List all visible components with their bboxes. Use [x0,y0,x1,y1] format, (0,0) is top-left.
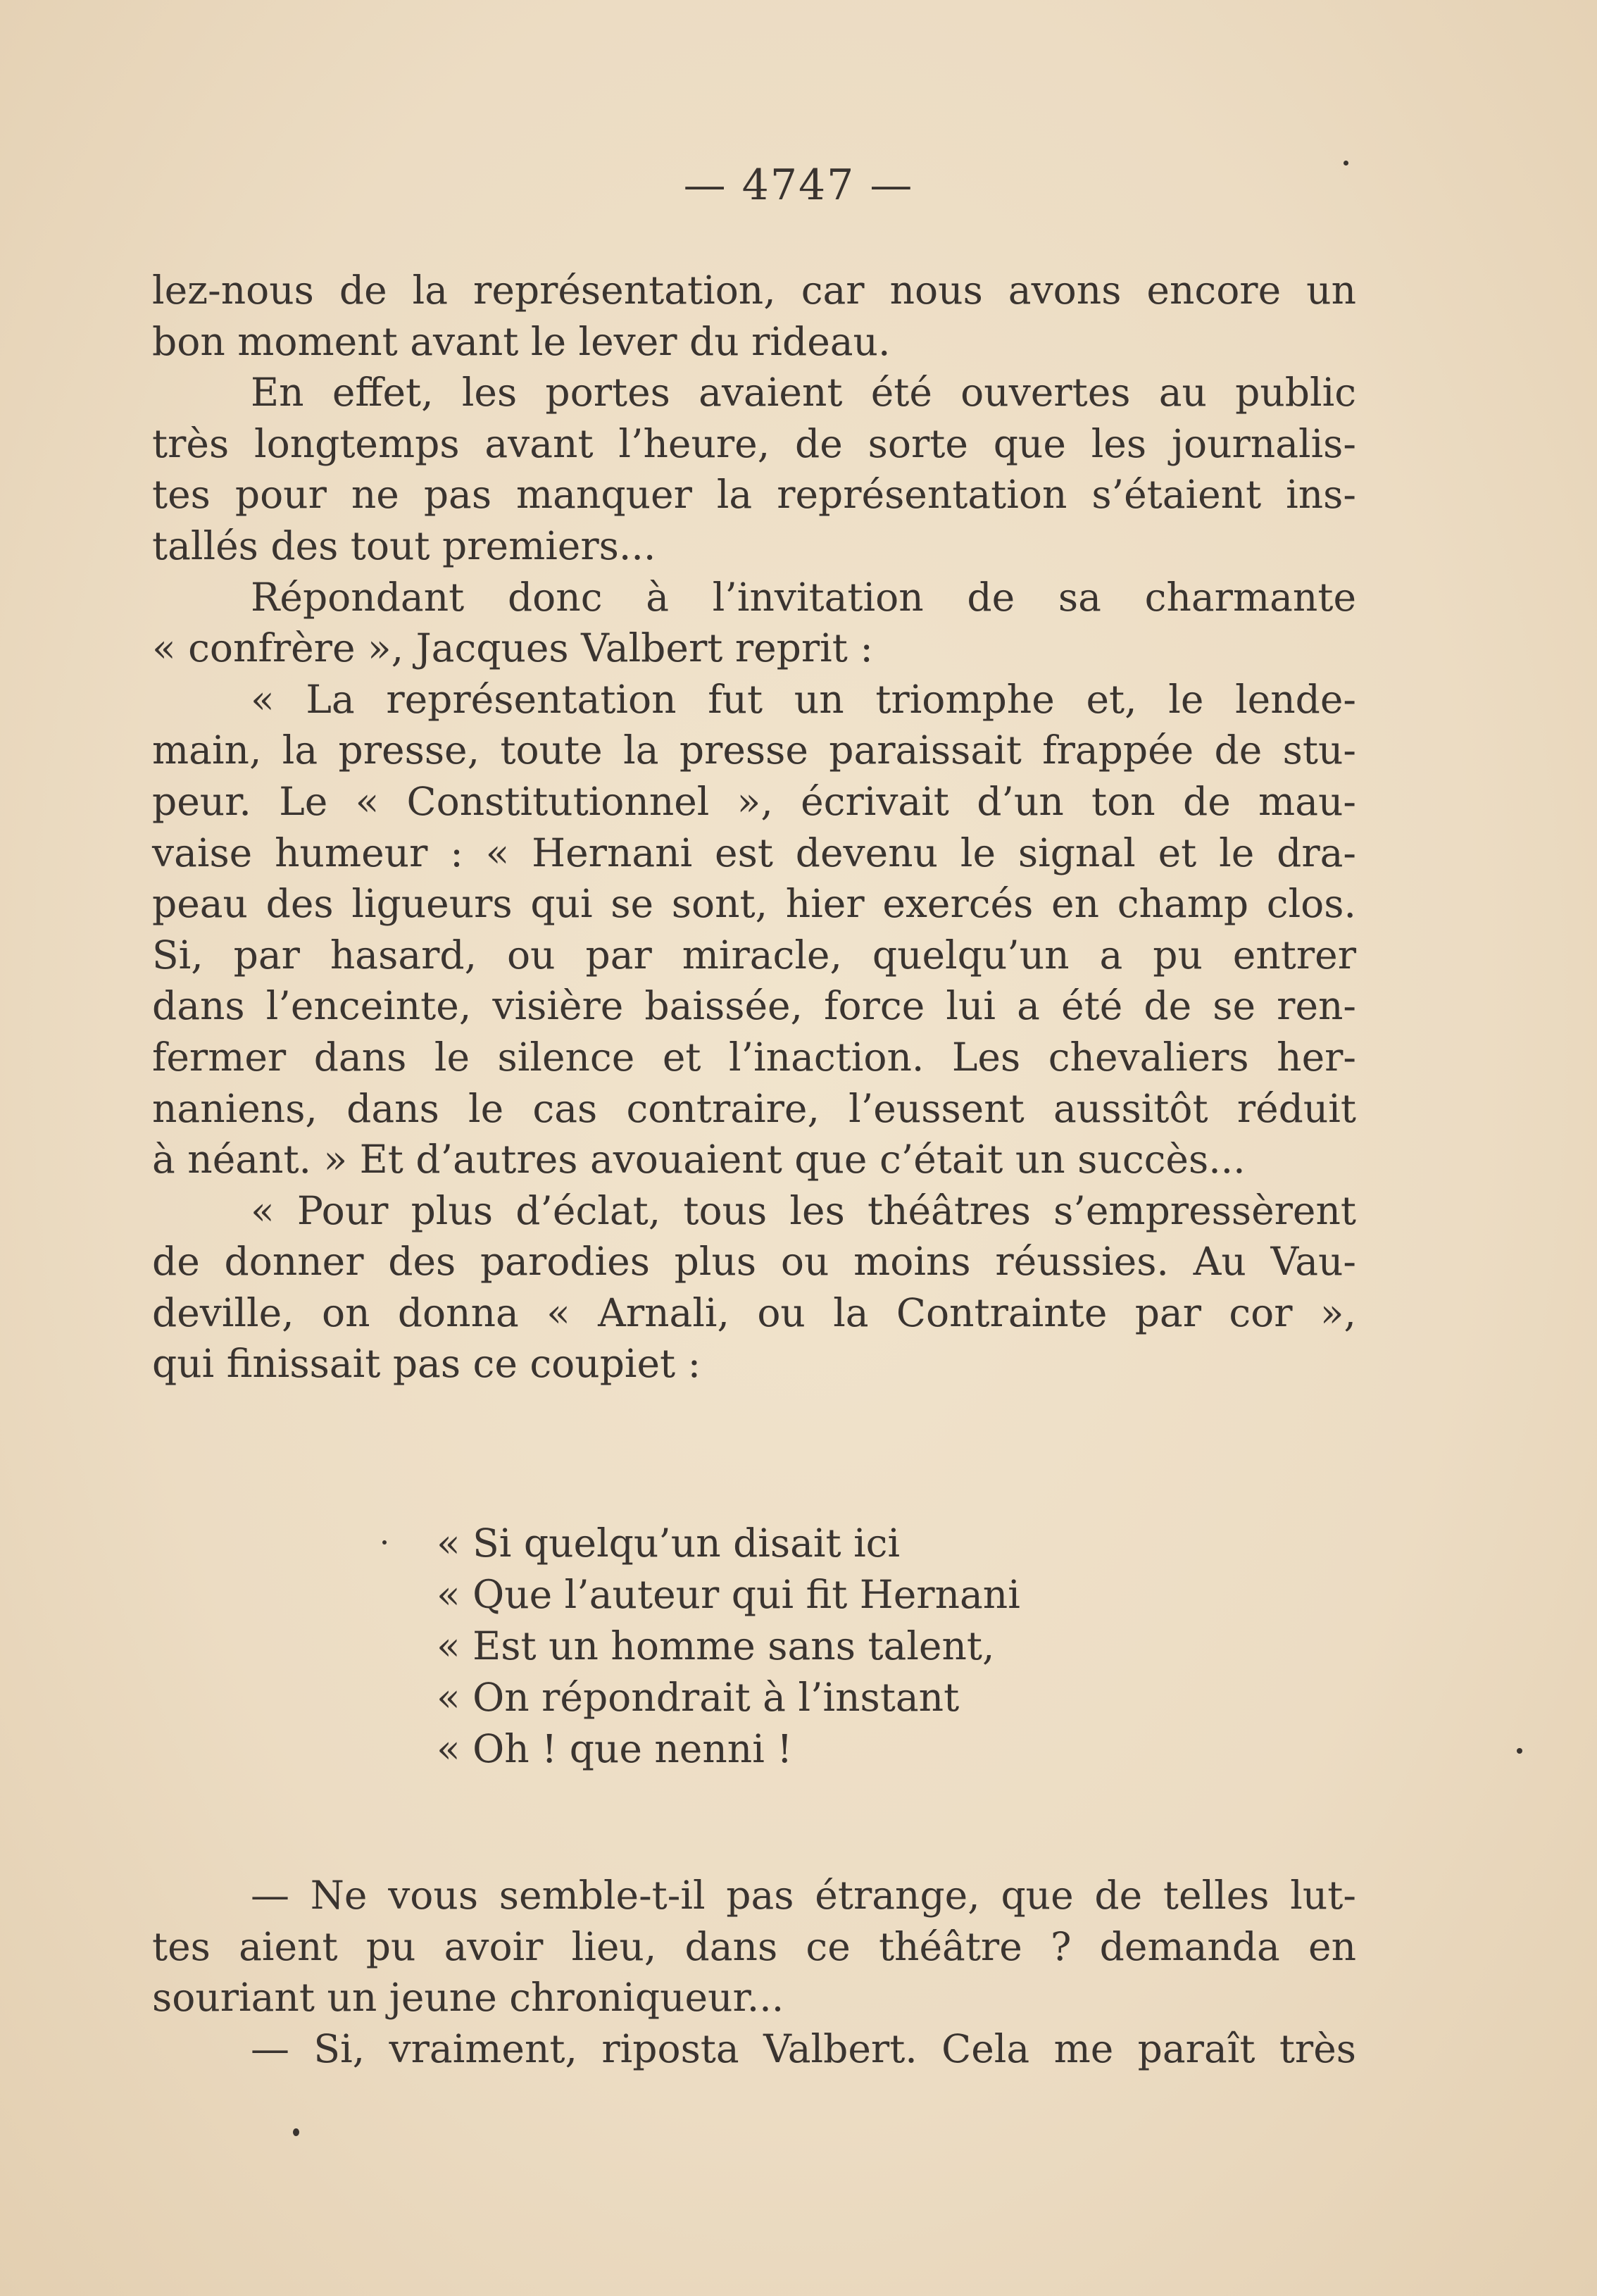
text-line: bon moment avant le lever du rideau. [152,318,891,364]
text-line: tes pour ne pas manquer la représentation s’étaient ins- [152,472,1356,518]
text-line: En effet, les portes avaient été ouvertes au public [251,370,1356,416]
text-line: « confrère », Jacques Valbert reprit : [152,625,873,671]
text-line: Si, par hasard, ou par miracle, quelqu’un a pu entrer [152,932,1356,978]
text-line: « Pour plus d’éclat, tous les théâtres s’empressèrent [251,1187,1356,1233]
text-line: tes aient pu avoir lieu, dans ce théâtre ? demanda en [152,1923,1356,1969]
verse-line: « Que l’auteur qui fit Hernani [437,1572,1020,1617]
text-line: main, la presse, toute la presse paraissait frappée de stu- [152,728,1356,773]
verse-line: « Est un homme sans talent, [437,1623,995,1668]
body-text [152,265,1356,1390]
text-line: peur. Le « Constitutionnel », écrivait d’un ton de mau- [152,778,1356,824]
page-number: — 4747 — [683,161,914,210]
text-line: lez-nous de la représentation, car nous avons encore un [152,268,1356,313]
text-line: à néant. » Et d’autres avouaient que c’était un succès... [152,1137,1246,1183]
text-line: — Si, vraiment, riposta Valbert. Cela me paraît très [251,2026,1356,2071]
text-line: tallés des tout premiers... [152,523,656,568]
verse-line: « Oh ! que nenni ! [437,1726,793,1771]
print-speck [1517,1748,1522,1754]
text-line: deville, on donna « Arnali, ou la Contrainte par cor », [152,1290,1356,1335]
closing-text [152,1870,1356,2074]
text-line: souriant un jeune chroniqueur... [152,1975,784,2021]
text-line: — Ne vous semble-t-il pas étrange, que de telles lut- [251,1873,1356,1918]
text-line: de donner des parodies plus ou moins réussies. Au Vau- [152,1239,1356,1285]
verse-line: « On répondrait à l’instant [437,1675,960,1720]
text-line: Répondant donc à l’invitation de sa charmante [251,574,1356,620]
text-line: très longtemps avant l’heure, de sorte que les journalis- [152,420,1356,466]
text-line: naniens, dans le cas contraire, l’eussent aussitôt réduit [152,1085,1356,1131]
text-line: fermer dans le silence et l’inaction. Les chevaliers her- [152,1034,1356,1080]
text-line: qui finissait pas ce coupiet : [152,1341,701,1387]
verse-line: « Si quelqu’un disait ici [437,1521,901,1566]
verse-block [437,1518,1020,1775]
print-speck [293,2128,299,2136]
text-line: « La représentation fut un triomphe et, le lende- [251,676,1356,722]
print-speck [1344,161,1348,166]
text-line: dans l’enceinte, visière baissée, force lui a été de se ren- [152,983,1356,1029]
text-line: peau des ligueurs qui se sont, hier exercés en champ clos. [152,881,1356,927]
print-speck [382,1540,387,1545]
text-line: vaise humeur : « Hernani est devenu le signal et le dra- [152,830,1356,875]
